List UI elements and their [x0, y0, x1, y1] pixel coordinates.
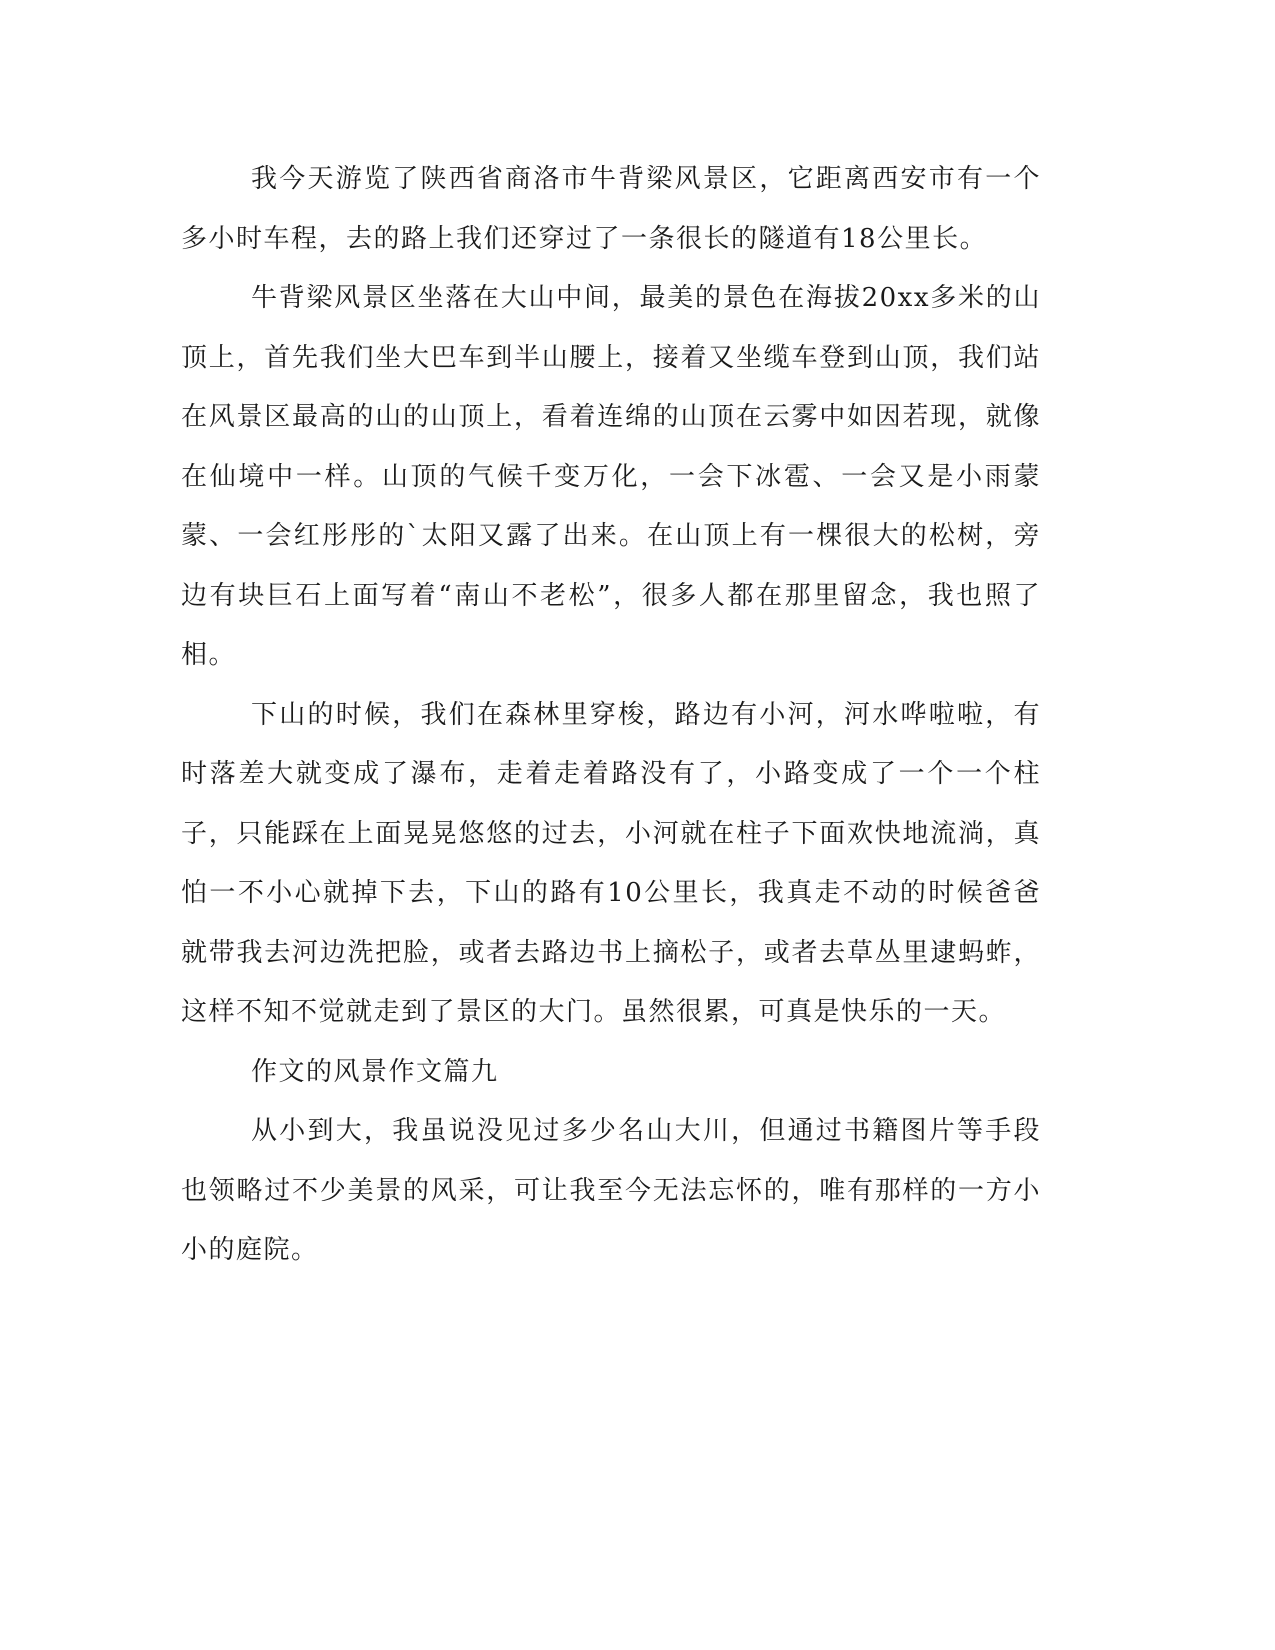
- section-title: 作文的风景作文篇九: [251, 1056, 499, 1087]
- paragraph-descent: 下山的时候，我们在森林里穿梭，路边有小河，河水哗啦啦，有时落差大就变成了瀑布，走着走着路没有了，小路变成了一个一个柱子，只能踩在上面晃晃悠悠的过去，小河就在柱子下面欢快地流淌，真怕一不小心就掉下去，下山的路有10公里长，我真走不动的时候爸爸就带我去河边洗把脸，或者去路边书上摘松子，或者去草丛里逮蚂蚱，这样不知不觉就走到了景区的大门。虽然很累，可真是快乐的一天。: [181, 699, 1041, 1027]
- document-body: [181, 150, 1041, 1281]
- paragraph-tour-intro: 我今天游览了陕西省商洛市牛背梁风景区，它距离西安市有一个多小时车程，去的路上我们还穿过了一条很长的隧道有18公里长。: [181, 164, 1041, 254]
- paragraph-courtyard: 从小到大，我虽说没见过多少名山大川，但通过书籍图片等手段也领略过不少美景的风采，可让我至今无法忘怀的，唯有那样的一方小小的庭院。: [181, 1116, 1041, 1265]
- paragraph-mountain-top: 牛背梁风景区坐落在大山中间，最美的景色在海拔20xx多米的山顶上，首先我们坐大巴车到半山腰上，接着又坐缆车登到山顶，我们站在风景区最高的山的山顶上，看着连绵的山顶在云雾中如因若现，就像在仙境中一样。山顶的气候千变万化，一会下冰雹、一会又是小雨蒙蒙、一会红彤彤的`太阳又露了出来。在山顶上有一棵很大的松树，旁边有块巨石上面写着“南山不老松”，很多人都在那里留念，我也照了相。: [181, 283, 1041, 670]
